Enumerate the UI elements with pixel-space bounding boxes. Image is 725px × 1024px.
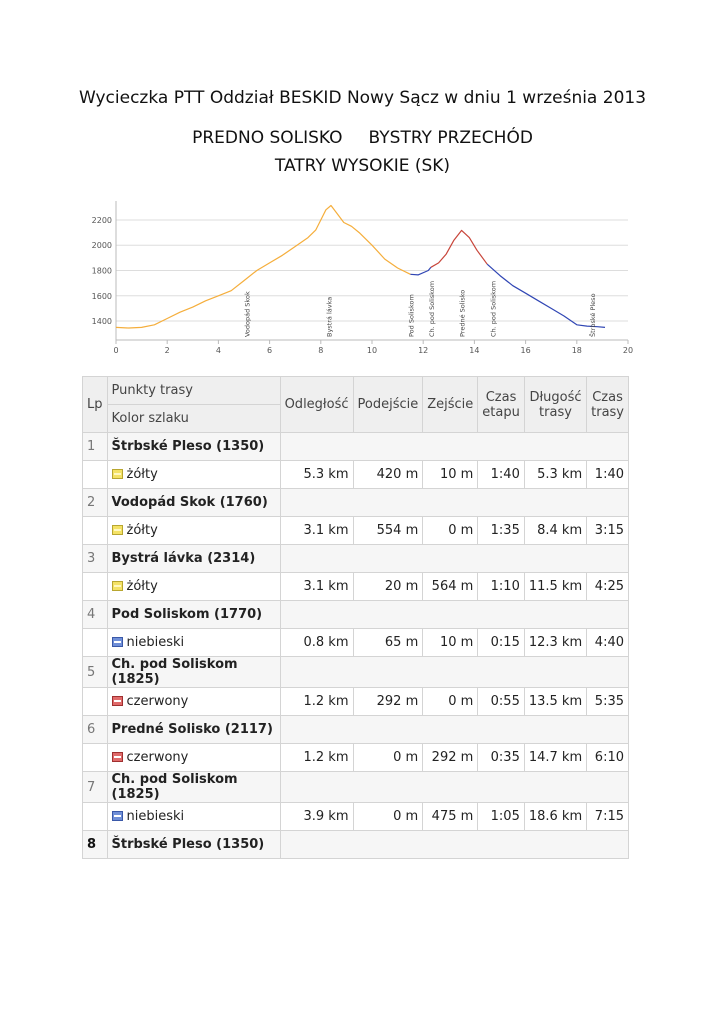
x-tick-label: 12 (418, 346, 429, 355)
y-tick-label: 2000 (91, 241, 112, 251)
trail-color-cell (107, 688, 280, 716)
segment-time: 1:05 (478, 803, 525, 831)
cumulative-distance: 5.3 km (524, 461, 586, 489)
segment-spacer (83, 461, 108, 489)
cumulative-distance: 13.5 km (524, 688, 586, 716)
trail-color-cell (107, 517, 280, 545)
trail-marker-red-icon (112, 696, 123, 706)
point-filler (280, 545, 628, 573)
x-tick-label: 2 (164, 346, 170, 355)
segment-descent: 564 m (423, 573, 478, 601)
cumulative-distance: 14.7 km (524, 744, 586, 772)
point-filler (280, 772, 628, 803)
point-filler (280, 489, 628, 517)
header-stage-time (478, 377, 525, 433)
header-distance: Odległość (280, 377, 353, 433)
segment-row (83, 517, 629, 545)
point-row (83, 489, 629, 517)
trail-color-cell (107, 803, 280, 831)
y-tick-label: 2200 (91, 215, 112, 225)
trail-color-name: niebieski (126, 635, 185, 650)
point-filler (280, 716, 628, 744)
header-ascent: Podejście (353, 377, 423, 433)
point-row (83, 433, 629, 461)
trail-color-name: żółty (126, 523, 158, 538)
cumulative-distance: 12.3 km (524, 629, 586, 657)
series-line-red (431, 230, 487, 267)
header-route-points: Punkty trasy (107, 377, 280, 405)
segment-time: 1:10 (478, 573, 525, 601)
region-title: TATRY WYSOKIE (SK) (274, 156, 451, 176)
segment-ascent: 0 m (353, 803, 423, 831)
segment-row (83, 573, 629, 601)
point-name: Vodopád Skok (1760) (107, 489, 280, 517)
segment-descent: 10 m (423, 461, 478, 489)
point-number: 1 (83, 433, 108, 461)
segment-distance: 0.8 km (280, 629, 353, 657)
header-lp: Lp (83, 377, 108, 433)
route-title-end: BYSTRY PRZECHÓD (368, 128, 533, 148)
header-route-time-2: trasy (591, 404, 624, 420)
trail-color-cell (107, 629, 280, 657)
point-number: 5 (83, 657, 108, 688)
point-name: Bystrá lávka (2314) (107, 545, 280, 573)
point-name: Pod Soliskom (1770) (107, 601, 280, 629)
trail-color-name: niebieski (126, 809, 185, 824)
waypoint-label: Vodopád Skok (243, 291, 252, 337)
segment-time: 0:35 (478, 744, 525, 772)
segment-descent: 10 m (423, 629, 478, 657)
cumulative-time: 1:40 (587, 461, 629, 489)
trail-marker-yellow-icon (112, 581, 123, 591)
segment-ascent: 65 m (353, 629, 423, 657)
segment-time: 1:40 (478, 461, 525, 489)
segment-time: 1:35 (478, 517, 525, 545)
point-name: Štrbské Pleso (1350) (107, 831, 280, 859)
x-tick-label: 8 (318, 346, 324, 355)
trail-color-name: czerwony (126, 750, 189, 765)
segment-row (83, 688, 629, 716)
point-name: Ch. pod Soliskom (1825) (107, 657, 280, 688)
point-name: Predné Solisko (2117) (107, 716, 280, 744)
point-row (83, 601, 629, 629)
header-route-length-1: Długość (529, 389, 582, 405)
x-tick-label: 0 (113, 346, 119, 355)
series-line-yellow (116, 206, 410, 329)
waypoint-label: Bystrá lávka (325, 296, 334, 337)
waypoint-label: Ch. pod Soliskom (489, 280, 498, 337)
waypoint-label: Predné Solisko (458, 289, 467, 337)
segment-spacer (83, 803, 108, 831)
header-route-time-1: Czas (592, 389, 623, 405)
cumulative-distance: 11.5 km (524, 573, 586, 601)
point-row (83, 716, 629, 744)
trail-color-name: czerwony (126, 694, 189, 709)
segment-distance: 1.2 km (280, 688, 353, 716)
trail-color-name: żółty (126, 467, 158, 482)
x-tick-label: 4 (215, 346, 221, 355)
y-tick-label: 1800 (91, 266, 112, 276)
trail-color-cell (107, 744, 280, 772)
segment-spacer (83, 744, 108, 772)
cumulative-distance: 18.6 km (524, 803, 586, 831)
route-title-start: PREDNO SOLISKO (192, 128, 343, 148)
trail-marker-blue-icon (112, 637, 123, 647)
segment-descent: 475 m (423, 803, 478, 831)
segment-distance: 3.9 km (280, 803, 353, 831)
y-tick-label: 1400 (91, 317, 112, 327)
segment-distance: 1.2 km (280, 744, 353, 772)
point-number: 2 (83, 489, 108, 517)
segment-ascent: 420 m (353, 461, 423, 489)
segment-row (83, 461, 629, 489)
header-route-time (587, 377, 629, 433)
point-row (83, 772, 629, 803)
cumulative-time: 3:15 (587, 517, 629, 545)
segment-row (83, 803, 629, 831)
point-filler (280, 657, 628, 688)
segment-ascent: 292 m (353, 688, 423, 716)
segment-ascent: 20 m (353, 573, 423, 601)
route-title (0, 128, 725, 148)
segment-spacer (83, 573, 108, 601)
header-stage-time-2: etapu (482, 404, 520, 420)
y-tick-label: 1600 (91, 291, 112, 301)
header-descent: Zejście (423, 377, 478, 433)
segment-distance: 5.3 km (280, 461, 353, 489)
point-filler (280, 433, 628, 461)
segment-descent: 0 m (423, 688, 478, 716)
point-name: Štrbské Pleso (1350) (107, 433, 280, 461)
segment-descent: 292 m (423, 744, 478, 772)
x-tick-label: 6 (267, 346, 273, 355)
trail-color-cell (107, 573, 280, 601)
trail-color-cell (107, 461, 280, 489)
trail-marker-yellow-icon (112, 525, 123, 535)
point-name: Ch. pod Soliskom (1825) (107, 772, 280, 803)
segment-spacer (83, 688, 108, 716)
segment-distance: 3.1 km (280, 573, 353, 601)
header-route-length-2: trasy (539, 404, 572, 420)
point-number: 7 (83, 772, 108, 803)
point-row (83, 657, 629, 688)
x-tick-label: 18 (571, 346, 582, 355)
elevation-profile-chart (78, 195, 638, 360)
waypoint-label: Ch. pod Soliskom (427, 280, 436, 337)
waypoint-label: Štrbské Pleso (589, 293, 598, 337)
point-row-final (83, 831, 629, 859)
cumulative-time: 4:40 (587, 629, 629, 657)
segment-ascent: 0 m (353, 744, 423, 772)
point-row (83, 545, 629, 573)
cumulative-distance: 8.4 km (524, 517, 586, 545)
x-tick-label: 16 (520, 346, 531, 355)
point-number: 4 (83, 601, 108, 629)
trail-marker-blue-icon (112, 811, 123, 821)
segment-row (83, 629, 629, 657)
segment-spacer (83, 517, 108, 545)
segment-row (83, 744, 629, 772)
cumulative-time: 5:35 (587, 688, 629, 716)
point-filler (280, 831, 628, 859)
point-number: 3 (83, 545, 108, 573)
cumulative-time: 7:15 (587, 803, 629, 831)
header-stage-time-1: Czas (485, 389, 517, 405)
header-route-length (524, 377, 586, 433)
segment-ascent: 554 m (353, 517, 423, 545)
point-filler (280, 601, 628, 629)
x-tick-label: 20 (622, 346, 634, 355)
segment-spacer (83, 629, 108, 657)
route-table (82, 376, 629, 859)
header-trail-color: Kolor szlaku (107, 405, 280, 433)
x-tick-label: 14 (469, 346, 480, 355)
segment-distance: 3.1 km (280, 517, 353, 545)
page-title: Wycieczka PTT Oddział BESKID Nowy Sącz w dniu 1 września 2013 (78, 88, 647, 108)
point-number: 8 (83, 831, 108, 859)
series-line-blue (410, 267, 431, 275)
segment-time: 0:15 (478, 629, 525, 657)
cumulative-time: 6:10 (587, 744, 629, 772)
cumulative-time: 4:25 (587, 573, 629, 601)
segment-time: 0:55 (478, 688, 525, 716)
trail-marker-red-icon (112, 752, 123, 762)
x-tick-label: 10 (366, 346, 378, 355)
point-number: 6 (83, 716, 108, 744)
trail-color-name: żółty (126, 579, 158, 594)
waypoint-label: Pod Soliskom (407, 294, 416, 337)
segment-descent: 0 m (423, 517, 478, 545)
trail-marker-yellow-icon (112, 469, 123, 479)
